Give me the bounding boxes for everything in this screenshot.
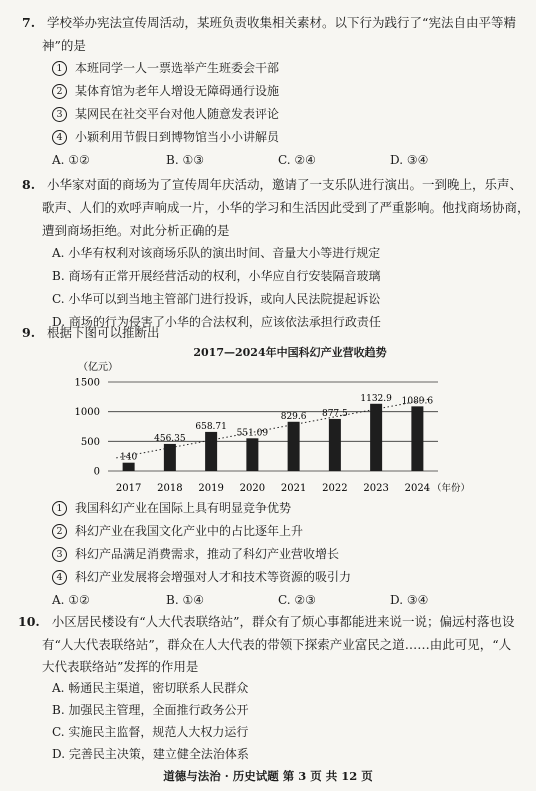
item-text: 小颖利用节假日到博物馆当小小讲解员 — [75, 130, 280, 144]
question-9-stem — [22, 322, 160, 343]
y-tick-label: 500 — [80, 436, 100, 448]
trend-line — [116, 399, 430, 458]
question-8-stem-line-2: 歌声、人们的欢呼声响成一片，小华的学习和生活因此受到了严重影响。他找商场协商， — [42, 200, 530, 215]
bar — [205, 432, 217, 471]
x-tick-label: 2023 — [363, 483, 389, 494]
question-8-choice-a[interactable]: A. 小华有权利对该商场乐队的演出时间、音量大小等进行规定 — [52, 246, 381, 260]
question-7-choice-d[interactable]: D. ③④ — [390, 153, 429, 167]
item-text: 某体育馆为老年人增设无障碍通行设施 — [75, 84, 280, 98]
question-7-item-4 — [52, 127, 279, 147]
question-7-choice-c[interactable]: C. ②④ — [278, 153, 316, 167]
x-tick-label: 2024 — [404, 483, 431, 494]
question-8-text-1: 小华家对面的商场为了宣传周年庆活动，邀请了一支乐队进行演出。一到晚上，乐声、 — [47, 177, 523, 192]
x-tick-label: 2020 — [239, 483, 266, 494]
item-mark: 2 — [52, 84, 67, 99]
chart-title: 2017—2024年中国科幻产业营收趋势 — [193, 346, 387, 359]
y-axis-label: （亿元） — [78, 362, 118, 373]
question-9-item-3 — [52, 544, 339, 564]
bar — [288, 422, 300, 471]
question-7-number: 7. — [22, 15, 36, 30]
item-text: 科幻产品满足消费需求，推动了科幻产业营收增长 — [75, 547, 340, 561]
item-mark: 3 — [52, 547, 67, 562]
revenue-bar-chart — [60, 358, 480, 498]
question-8-stem-line-1 — [22, 174, 522, 195]
question-8-choice-b[interactable]: B. 商场有正常开展经营活动的权利，小华应自行安装隔音玻璃 — [52, 269, 381, 283]
bar — [370, 404, 382, 471]
question-9-number: 9. — [22, 325, 36, 340]
question-7-text-1: 学校举办宪法宣传周活动，某班负责收集相关素材。以下行为践行了“宪法自由平等精 — [47, 15, 516, 30]
question-7-item-2 — [52, 81, 279, 101]
question-10-choice-c[interactable]: C. 实施民主监督，规范人大权力运行 — [52, 725, 249, 739]
x-tick-labels — [116, 483, 430, 494]
question-8-stem-line-3: 遭到商场拒绝。对此分析正确的是 — [42, 223, 230, 238]
value-label: 658.71 — [195, 421, 227, 432]
question-10-number: 10. — [18, 614, 40, 629]
item-text: 本班同学一人一票选举产生班委会干部 — [75, 61, 280, 75]
x-tick-label: 2021 — [280, 483, 307, 494]
question-8-choice-d[interactable]: D. 商场的行为侵害了小华的合法权利，应该依法承担行政责任 — [52, 315, 381, 329]
item-mark: 4 — [52, 130, 67, 145]
question-10-stem-line-3: 大代表联络站”发挥的作用是 — [42, 659, 199, 674]
value-label: 829.6 — [280, 411, 307, 422]
question-8-choice-c[interactable]: C. 小华可以到当地主管部门进行投诉，或向人民法院提起诉讼 — [52, 292, 381, 306]
value-label: 140 — [120, 452, 138, 463]
question-10-stem-line-2: 有“人大代表联络站”，群众在人大代表的带领下探索产业富民之道……由此可见，“人 — [42, 637, 512, 652]
question-9-item-1 — [52, 498, 291, 518]
question-7-stem-line-1 — [22, 12, 516, 33]
x-tick-label: 2017 — [115, 483, 142, 494]
value-label: 551.09 — [236, 428, 269, 439]
item-mark: 1 — [52, 501, 67, 516]
value-label: 456.35 — [154, 433, 186, 444]
item-mark: 3 — [52, 107, 67, 122]
y-tick-label: 0 — [93, 466, 100, 478]
bar — [246, 438, 258, 471]
bar — [164, 444, 176, 471]
question-9-text: 根据下图可以推断出 — [47, 325, 160, 340]
item-text: 我国科幻产业在国际上具有明显竞争优势 — [75, 501, 292, 515]
question-7-stem-line-2: 神”的是 — [42, 38, 86, 53]
question-9-choice-d[interactable]: D. ③④ — [390, 593, 429, 607]
question-7-choice-a[interactable]: A. ①② — [52, 153, 90, 167]
question-10-choice-b[interactable]: B. 加强民主管理，全面推行政务公开 — [52, 703, 249, 717]
x-axis-label: （年份） — [432, 483, 471, 494]
bar — [123, 463, 135, 471]
question-7-item-3 — [52, 104, 279, 124]
question-10-stem-line-1 — [18, 611, 515, 632]
item-text: 某网民在社交平台对他人随意发表评论 — [75, 107, 280, 121]
question-10-choice-a[interactable]: A. 畅通民主渠道，密切联系人民群众 — [52, 681, 249, 695]
item-mark: 1 — [52, 61, 67, 76]
question-7-choice-b[interactable]: B. ①③ — [166, 153, 204, 167]
bar — [411, 406, 423, 471]
item-text: 科幻产业发展将会增强对人才和技术等资源的吸引力 — [75, 570, 352, 584]
y-tick-label: 1500 — [74, 377, 100, 389]
item-mark: 2 — [52, 524, 67, 539]
question-7-item-1 — [52, 58, 279, 78]
question-8-number: 8. — [22, 177, 36, 192]
question-9-choice-b[interactable]: B. ①④ — [166, 593, 204, 607]
value-label: 1089.6 — [401, 396, 434, 407]
question-10-choice-d[interactable]: D. 完善民主决策，建立健全法治体系 — [52, 747, 249, 761]
value-label: 1132.9 — [360, 393, 392, 404]
y-tick-label: 1000 — [74, 407, 100, 419]
page-footer: 道德与法治 · 历史试题 第 3 页 共 12 页 — [163, 769, 373, 783]
question-10-text-1: 小区居民楼设有“人大代表联络站”，群众有了烦心事都能进来说一说；偏远村落也设 — [51, 614, 515, 629]
question-9-item-4 — [52, 567, 351, 587]
x-tick-label: 2018 — [157, 483, 183, 494]
question-9-choice-c[interactable]: C. ②③ — [278, 593, 316, 607]
value-label: 877.5 — [321, 408, 348, 419]
question-9-choice-a[interactable]: A. ①② — [52, 593, 90, 607]
x-tick-label: 2019 — [198, 483, 224, 494]
bar — [329, 419, 341, 471]
item-mark: 4 — [52, 570, 67, 585]
x-tick-label: 2022 — [322, 483, 348, 494]
y-tick-labels — [75, 378, 100, 478]
item-text: 科幻产业在我国文化产业中的占比逐年上升 — [75, 524, 304, 538]
question-9-item-2 — [52, 521, 303, 541]
